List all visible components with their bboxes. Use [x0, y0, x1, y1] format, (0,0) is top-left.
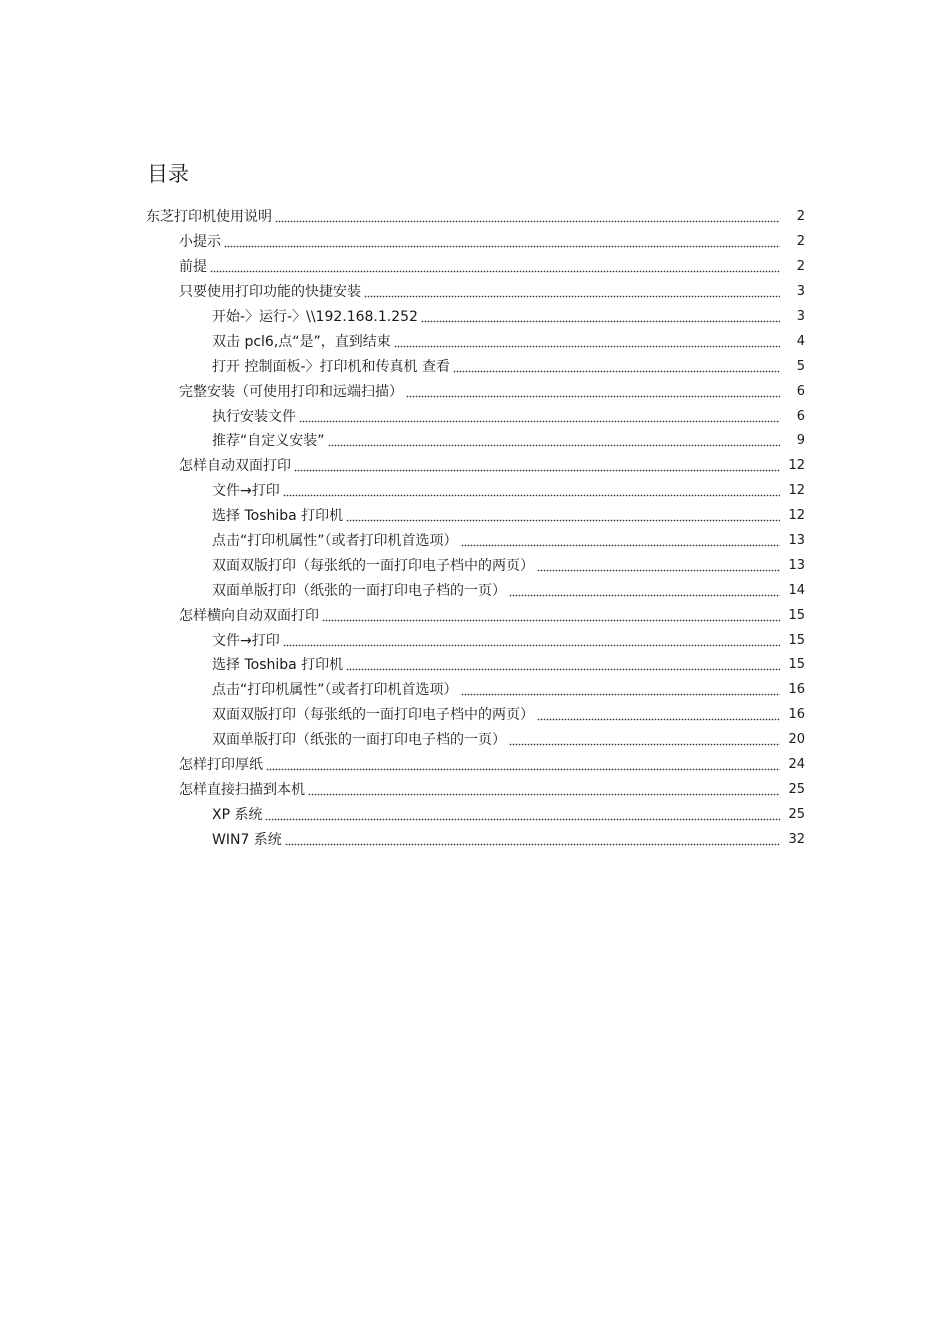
- toc-entry-text: 双击 pcl6,点“是”，直到结束: [212, 333, 391, 350]
- toc-title: 目录: [147, 162, 189, 186]
- toc-entry[interactable]: [0, 230, 950, 255]
- toc-entry[interactable]: [0, 653, 950, 678]
- toc-entry-text: 推荐“自定义安装”: [212, 433, 325, 450]
- toc-entry-text: 小提示: [179, 234, 221, 251]
- toc-page-number: 6: [796, 383, 805, 399]
- toc-page-number: 16: [788, 707, 805, 723]
- toc-entry-text: 执行安装文件: [212, 408, 296, 425]
- dot-leader: [294, 459, 780, 473]
- toc-page-number: 13: [788, 557, 805, 573]
- toc-entry[interactable]: [0, 827, 950, 852]
- toc-entry-text: 怎样直接扫描到本机: [179, 781, 305, 798]
- toc-page-number: 25: [788, 806, 805, 822]
- toc-entry-text: WIN7 系统: [212, 831, 282, 848]
- toc-entry[interactable]: [0, 404, 950, 429]
- toc-page-number: 12: [788, 458, 805, 474]
- toc-entry-text: 点击“打印机属性”（或者打印机首选项）: [212, 533, 458, 550]
- table-of-contents: [0, 205, 950, 852]
- toc-entry[interactable]: [0, 728, 950, 753]
- dot-leader: [210, 260, 780, 274]
- dot-leader: [421, 310, 780, 324]
- toc-entry-text: 点击“打印机属性”（或者打印机首选项）: [212, 682, 458, 699]
- toc-page-number: 15: [788, 607, 805, 623]
- toc-entry-text: 文件→打印: [212, 483, 280, 500]
- toc-page-number: 5: [796, 358, 805, 374]
- toc-page-number: 24: [788, 757, 805, 773]
- toc-entry-text: 打开 控制面板-〉打印机和传真机 查看: [212, 358, 450, 375]
- toc-entry[interactable]: [0, 802, 950, 827]
- toc-entry-text: 完整安装（可使用打印和远端扫描）: [179, 383, 403, 400]
- toc-entry-text: 选择 Toshiba 打印机: [212, 657, 344, 674]
- dot-leader: [394, 335, 780, 349]
- dot-leader: [461, 534, 780, 548]
- toc-page-number: 12: [788, 483, 805, 499]
- dot-leader: [406, 385, 780, 399]
- toc-entry-text: 只要使用打印功能的快捷安装: [179, 284, 361, 301]
- dot-leader: [537, 559, 780, 573]
- toc-entry[interactable]: [0, 454, 950, 479]
- dot-leader: [283, 634, 780, 648]
- dot-leader: [453, 360, 780, 374]
- toc-page-number: 15: [788, 657, 805, 673]
- toc-entry[interactable]: [0, 379, 950, 404]
- toc-entry[interactable]: [0, 280, 950, 305]
- toc-entry[interactable]: [0, 777, 950, 802]
- toc-entry-text: 开始-〉运行-〉\\192.168.1.252: [212, 309, 418, 325]
- toc-entry-text: 怎样横向自动双面打印: [179, 607, 319, 624]
- toc-page-number: 2: [796, 234, 805, 250]
- dot-leader: [509, 733, 780, 747]
- toc-entry[interactable]: [0, 429, 950, 454]
- dot-leader: [266, 758, 780, 772]
- dot-leader: [509, 584, 780, 598]
- toc-entry[interactable]: [0, 255, 950, 280]
- toc-entry[interactable]: [0, 753, 950, 778]
- toc-page-number: 16: [788, 682, 805, 698]
- toc-entry[interactable]: [0, 354, 950, 379]
- dot-leader: [346, 658, 780, 672]
- toc-page-number: 20: [788, 732, 805, 748]
- toc-page-number: 2: [796, 259, 805, 275]
- toc-page-number: 32: [788, 831, 805, 847]
- dot-leader: [265, 808, 780, 822]
- toc-entry[interactable]: [0, 305, 950, 330]
- toc-page-number: 13: [788, 533, 805, 549]
- toc-entry-text: 怎样打印厚纸: [179, 757, 263, 774]
- toc-entry-text: 双面双版打印（每张纸的一面打印电子档中的两页）: [212, 557, 534, 574]
- toc-entry-text: XP 系统: [212, 806, 263, 823]
- toc-entry[interactable]: [0, 504, 950, 529]
- toc-entry[interactable]: [0, 628, 950, 653]
- toc-page-number: 12: [788, 508, 805, 524]
- dot-leader: [328, 434, 780, 448]
- toc-entry-text: 双面双版打印（每张纸的一面打印电子档中的两页）: [212, 707, 534, 724]
- toc-entry-text: 怎样自动双面打印: [179, 458, 291, 475]
- toc-page-number: 14: [788, 582, 805, 598]
- toc-entry[interactable]: [0, 329, 950, 354]
- dot-leader: [346, 509, 780, 523]
- toc-page-number: 3: [796, 309, 805, 324]
- toc-entry[interactable]: [0, 479, 950, 504]
- toc-page-number: 25: [788, 781, 805, 797]
- toc-entry-text: 双面单版打印（纸张的一面打印电子档的一页）: [212, 732, 506, 749]
- toc-entry-text: 前提: [179, 259, 207, 276]
- toc-entry[interactable]: [0, 205, 950, 230]
- dot-leader: [364, 285, 780, 299]
- dot-leader: [322, 609, 780, 623]
- toc-entry-text: 选择 Toshiba 打印机: [212, 508, 344, 525]
- toc-entry-text: 双面单版打印（纸张的一面打印电子档的一页）: [212, 582, 506, 599]
- toc-entry[interactable]: [0, 529, 950, 554]
- toc-page-number: 2: [796, 209, 805, 225]
- toc-entry-text: 东芝打印机使用说明: [146, 209, 272, 226]
- dot-leader: [299, 410, 780, 424]
- toc-entry[interactable]: [0, 553, 950, 578]
- toc-entry[interactable]: [0, 603, 950, 628]
- dot-leader: [285, 833, 780, 847]
- dot-leader: [224, 235, 780, 249]
- toc-page-number: 4: [796, 333, 805, 349]
- dot-leader: [308, 783, 780, 797]
- dot-leader: [283, 484, 780, 498]
- dot-leader: [275, 210, 780, 224]
- toc-page-number: 6: [796, 408, 805, 424]
- toc-entry[interactable]: [0, 703, 950, 728]
- toc-entry-text: 文件→打印: [212, 632, 280, 649]
- toc-page-number: 9: [796, 433, 805, 449]
- dot-leader: [461, 683, 780, 697]
- dot-leader: [537, 708, 780, 722]
- toc-entry[interactable]: [0, 678, 950, 703]
- toc-page-number: 3: [796, 284, 805, 300]
- toc-entry[interactable]: [0, 578, 950, 603]
- toc-page-number: 15: [788, 632, 805, 648]
